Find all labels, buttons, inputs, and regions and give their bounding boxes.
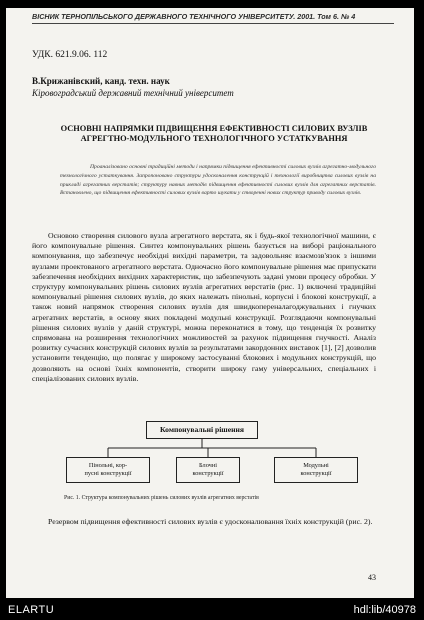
diagram-box-block (176, 457, 240, 483)
author-line: В.Крижанівский, канд. техн. наук (32, 76, 170, 86)
handle-id: hdl:lib/40978 (353, 604, 416, 616)
repository-label: ELARTU (8, 604, 55, 616)
page-number: 43 (368, 573, 376, 582)
diagram-box-modular (274, 457, 358, 483)
affiliation: Кіровоградський державний технічний університет (32, 88, 234, 98)
abstract (60, 163, 376, 198)
box-block-line-1: Блочні (199, 462, 217, 469)
journal-header: ВІСНИК ТЕРНОПІЛЬСЬКОГО ДЕРЖАВНОГО ТЕХНІЧНОГО УНІВЕРСИТЕТУ. 2001. Том 6. № 4 (32, 12, 356, 21)
figure-1-diagram (54, 415, 372, 487)
header-rule (32, 23, 394, 24)
box-block-line-2: конструкції (192, 470, 224, 477)
body-text-continued (32, 517, 376, 527)
paragraph-2: Резервом підвищення ефективності силових вузлів є удосконалювання їхніх конструкцій (рис. 2). (48, 517, 373, 526)
box-modular-line-2: конструкції (300, 470, 332, 477)
article-title (36, 124, 392, 144)
figure-caption: Рис. 1. Структура компонувальних рішень силових вузлів агрегатних верстатів (64, 495, 259, 501)
diagram-root-box: Компонувальні рішення (146, 421, 258, 439)
box-pinol-line-1: Пінольні, кор- (88, 462, 128, 469)
body-text (32, 231, 376, 384)
diagram-box-pinol (66, 457, 150, 483)
title-line-1: ОСНОВНІ НАПРЯМКИ ПІДВИЩЕННЯ ЕФЕКТИВНОСТІ СИЛОВИХ ВУЗЛІВ (60, 124, 368, 133)
udc-code: УДК. 621.9.06. 112 (32, 50, 108, 60)
document-page (6, 8, 414, 598)
box-pinol-line-2: пусні конструкції (84, 470, 132, 477)
paragraph-1: Основою створення силового вузла агрегатного верстата, як і будь-якої технологічної машини, є його компонувальне рішення. Синтез компонувальних рішень базується на виборі раціонального компонування, що забезпечує необхідні вихідні параметри, та задовольняє взаємозв'язок з іншими вузлами проектованого агрегатного верстата. Одночасно його компонувальне рішення має припускати забезпечення необхідних вихідних характеристик, що забезпечують задані умови процесу обробки. У структуру компонувальних рішень силових вузлів агрегатних верстатів (рис. 1) включені традиційні компонувальні рішення силових вузлів, до яких належать пінольні, корпусні і блокові конструкції, а також новий напрямок створення силових вузлів для швидкопереналагоджувальних і гнучких агрегатних верстатів, в основу яких покладені модульні конструкції. Розглядаючи компонувальні рішення силових вузлів у даній структурі, можна переконатися в тому, що тенденція їх розвитку спрямована на розширення технологічних можливостей за рахунок підвищення гнучкості. Аналіз розвитку сучасних конструкцій силових вузлів за результатами закордонних виставок [1], [2] дозволив установити тенденцію, що полягає у широкому застосуванні блокових і модульних конструкцій, що дозволяють на основі їхніх компонентів, створити широку гаму універсальних, спеціальних і спеціалізованих силових вузлів. (32, 231, 376, 383)
box-modular-line-1: Модульні (303, 462, 329, 469)
title-line-2: АГРЕГТНО-МОДУЛЬНОГО ТЕХНОЛОГІЧНОГО УСТАТКУВАННЯ (80, 134, 348, 143)
abstract-text: Проаналізовано основні традиційні методи і напрямки підвищення ефективності силових вузлів агрегатно-модульного технологічного устаткування. Запропоновано структури удосконалення конструкцій і технології виробництва силових вузлів на прикладі агрегатних верстатів; структуру навних методів підвищення ефективності силових вузлів для агрегатних верстатів. Встановлено, що підвищення ефективності силових вузлів варто шукати у створенні нових структур приводу силових вузлів. (60, 164, 376, 197)
